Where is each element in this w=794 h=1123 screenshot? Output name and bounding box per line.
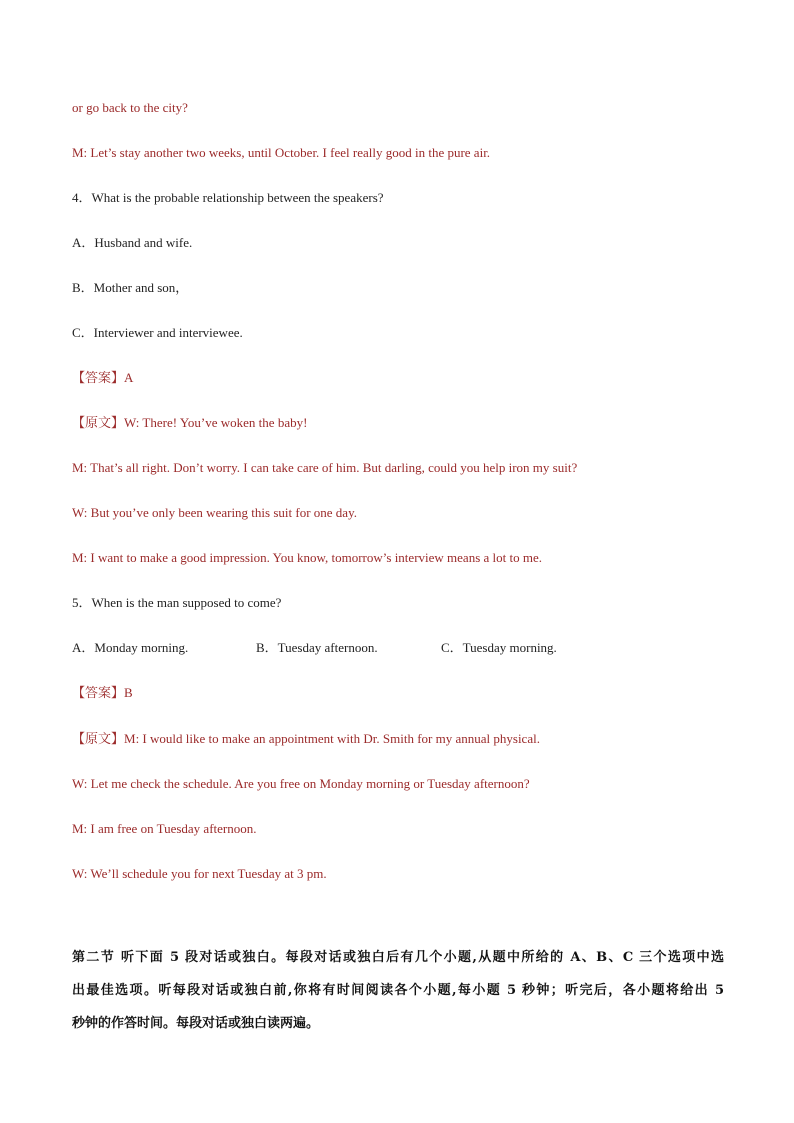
transcript-text: M: I would like to make an appointment with Dr. Smith for my annual physical. xyxy=(124,731,540,746)
question-4: 4．What is the probable relationship between the speakers? xyxy=(72,190,384,205)
transcript-line: M: Let’s stay another two weeks, until October. I feel really good in the pure air. xyxy=(72,145,491,160)
question-5: 5．When is the man supposed to come? xyxy=(72,595,282,610)
question-4-option-b: B．Mother and son， xyxy=(72,280,189,295)
section-2-instructions-line-3: 秒钟的作答时间。每段对话或独白读两遍。 xyxy=(72,1016,320,1031)
transcript-line: M: That’s all right. Don’t worry. I can take care of him. But darling, could you help iron my suit? xyxy=(72,460,578,475)
transcript-tag: 【原文】 xyxy=(72,415,125,430)
question-5-option-a: A．Monday morning. xyxy=(72,640,189,655)
transcript-line: M: I am free on Tuesday afternoon. xyxy=(72,821,257,836)
question-4-option-c: C．Interviewer and interviewee. xyxy=(72,325,243,340)
answer-value: A xyxy=(124,370,134,385)
section-2-instructions-line-1: 第二节 听下面 5 段对话或独白。每段对话或独白后有几个小题,从题中所给的 A、B、C 三个选项中选 xyxy=(72,950,724,965)
answer-tag: 【答案】 xyxy=(72,685,125,700)
question-5-option-c: C．Tuesday morning. xyxy=(441,640,557,655)
transcript-4 xyxy=(72,415,307,431)
transcript-5 xyxy=(72,731,540,747)
question-4-option-a: A．Husband and wife. xyxy=(72,235,193,250)
section-2-instructions-line-2: 出最佳选项。听每段对话或独白前,你将有时间阅读各个小题,每小题 5 秒钟；听完后，各小题将给出 5 xyxy=(72,983,724,998)
transcript-line: W: We’ll schedule you for next Tuesday at 3 pm. xyxy=(72,866,327,881)
transcript-tag: 【原文】 xyxy=(72,731,125,746)
answer-value: B xyxy=(124,685,133,700)
transcript-line: or go back to the city? xyxy=(72,100,188,115)
answer-tag: 【答案】 xyxy=(72,370,125,385)
answer-5 xyxy=(72,685,133,701)
transcript-line: W: Let me check the schedule. Are you free on Monday morning or Tuesday afternoon? xyxy=(72,776,530,791)
transcript-text: W: There! You’ve woken the baby! xyxy=(124,415,308,430)
answer-4 xyxy=(72,370,133,386)
transcript-line: M: I want to make a good impression. You know, tomorrow’s interview means a lot to me. xyxy=(72,550,542,565)
question-5-option-b: B．Tuesday afternoon. xyxy=(256,640,378,655)
transcript-line: W: But you’ve only been wearing this suit for one day. xyxy=(72,505,357,520)
